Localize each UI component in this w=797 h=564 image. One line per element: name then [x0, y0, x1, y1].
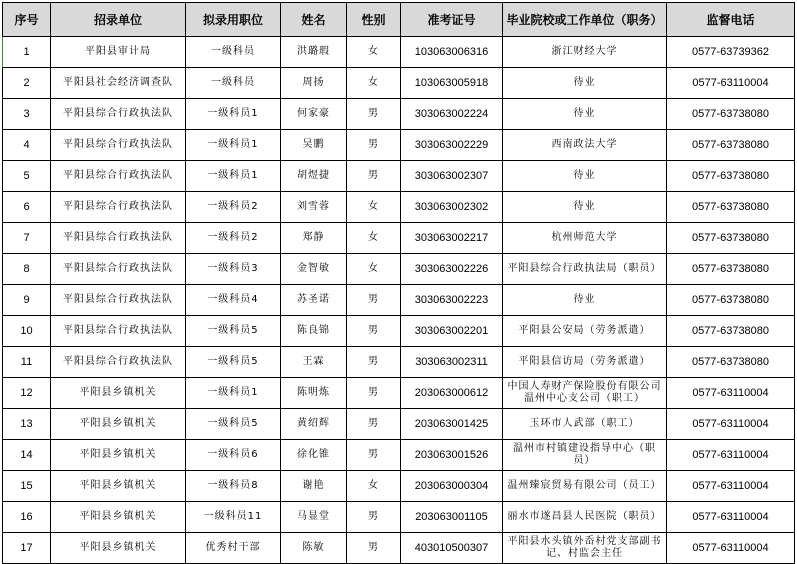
- cell-name: 郑静: [281, 223, 347, 254]
- cell-name: 陈明炼: [281, 378, 347, 409]
- cell-position: 一级科员: [186, 68, 281, 99]
- cell-school-or-employer: 中国人寿财产保险股份有限公司温州中心支公司（职工）: [503, 378, 667, 409]
- cell-unit: 平阳县综合行政执法队: [51, 316, 186, 347]
- cell-school-or-employer: 平阳县公安局（劳务派遣）: [503, 316, 667, 347]
- cell-phone: 0577-63738080: [667, 130, 795, 161]
- cell-index: 8: [3, 254, 51, 285]
- cell-name: 苏圣诺: [281, 285, 347, 316]
- table-row: [3, 533, 795, 564]
- cell-gender: 女: [347, 471, 401, 502]
- cell-gender: 男: [347, 161, 401, 192]
- table-row: [3, 409, 795, 440]
- header-name: 姓名: [281, 3, 347, 37]
- cell-gender: 男: [347, 130, 401, 161]
- cell-unit: 平阳县综合行政执法队: [51, 223, 186, 254]
- cell-position: 一级科员1: [186, 99, 281, 130]
- cell-unit: 平阳县乡镇机关: [51, 533, 186, 564]
- cell-position: 一级科员6: [186, 440, 281, 471]
- header-gender: 性别: [347, 3, 401, 37]
- cell-exam-id: 103063005918: [401, 68, 503, 99]
- cell-index: 7: [3, 223, 51, 254]
- table-row: [3, 502, 795, 533]
- cell-gender: 女: [347, 37, 401, 68]
- cell-position: 一级科员5: [186, 347, 281, 378]
- recruitment-table: [2, 2, 795, 564]
- cell-name: 金智敏: [281, 254, 347, 285]
- table-row: [3, 347, 795, 378]
- table-row: [3, 471, 795, 502]
- cell-school-or-employer: 温州臻宸贸易有限公司（员工）: [503, 471, 667, 502]
- cell-index: 13: [3, 409, 51, 440]
- cell-exam-id: 303063002223: [401, 285, 503, 316]
- cell-unit: 平阳县乡镇机关: [51, 440, 186, 471]
- cell-exam-id: 303063002229: [401, 130, 503, 161]
- cell-unit: 平阳县综合行政执法队: [51, 130, 186, 161]
- cell-phone: 0577-63738080: [667, 316, 795, 347]
- cell-index: 15: [3, 471, 51, 502]
- cell-index: 14: [3, 440, 51, 471]
- cell-index: 12: [3, 378, 51, 409]
- cell-exam-id: 203063000304: [401, 471, 503, 502]
- cell-exam-id: 303063002224: [401, 99, 503, 130]
- cell-school-or-employer: 温州市村镇建设指导中心（职员）: [503, 440, 667, 471]
- cell-unit: 平阳县综合行政执法队: [51, 99, 186, 130]
- cell-position: 一级科员11: [186, 502, 281, 533]
- cell-phone: 0577-63738080: [667, 192, 795, 223]
- cell-unit: 平阳县乡镇机关: [51, 378, 186, 409]
- table-row: [3, 223, 795, 254]
- cell-phone: 0577-63738080: [667, 161, 795, 192]
- cell-unit: 平阳县乡镇机关: [51, 502, 186, 533]
- cell-name: 马显堂: [281, 502, 347, 533]
- cell-phone: 0577-63738080: [667, 254, 795, 285]
- cell-exam-id: 303063002307: [401, 161, 503, 192]
- cell-school-or-employer: 待业: [503, 285, 667, 316]
- cell-phone: 0577-63110004: [667, 471, 795, 502]
- cell-name: 谢艳: [281, 471, 347, 502]
- table-row: [3, 192, 795, 223]
- cell-school-or-employer: 待业: [503, 99, 667, 130]
- cell-gender: 男: [347, 533, 401, 564]
- cell-unit: 平阳县综合行政执法队: [51, 254, 186, 285]
- cell-gender: 男: [347, 285, 401, 316]
- cell-position: 一级科员1: [186, 161, 281, 192]
- cell-name: 徐化锥: [281, 440, 347, 471]
- cell-phone: 0577-63110004: [667, 533, 795, 564]
- cell-school-or-employer: 杭州师范大学: [503, 223, 667, 254]
- cell-unit: 平阳县综合行政执法队: [51, 285, 186, 316]
- cell-gender: 男: [347, 440, 401, 471]
- table-row: [3, 254, 795, 285]
- cell-phone: 0577-63739362: [667, 37, 795, 68]
- cell-school-or-employer: 待业: [503, 192, 667, 223]
- cell-phone: 0577-63110004: [667, 440, 795, 471]
- cell-position: 一级科员2: [186, 223, 281, 254]
- cell-gender: 女: [347, 223, 401, 254]
- cell-index: 3: [3, 99, 51, 130]
- cell-school-or-employer: 西南政法大学: [503, 130, 667, 161]
- cell-exam-id: 303063002217: [401, 223, 503, 254]
- cell-gender: 男: [347, 316, 401, 347]
- cell-exam-id: 303063002201: [401, 316, 503, 347]
- cell-name: 黄绍辉: [281, 409, 347, 440]
- cell-gender: 男: [347, 378, 401, 409]
- cell-position: 一级科员1: [186, 378, 281, 409]
- cell-name: 吴鹏: [281, 130, 347, 161]
- cell-name: 王霖: [281, 347, 347, 378]
- cell-index: 5: [3, 161, 51, 192]
- cell-position: 一级科员5: [186, 409, 281, 440]
- cell-position: 一级科员: [186, 37, 281, 68]
- cell-position: 一级科员2: [186, 192, 281, 223]
- cell-phone: 0577-63738080: [667, 99, 795, 130]
- table-row: [3, 99, 795, 130]
- header-school-or-employer: 毕业院校或工作单位（职务）: [503, 3, 667, 37]
- cell-phone: 0577-63738080: [667, 347, 795, 378]
- cell-gender: 女: [347, 68, 401, 99]
- cell-phone: 0577-63738080: [667, 285, 795, 316]
- cell-name: 胡煜捷: [281, 161, 347, 192]
- table-row: [3, 316, 795, 347]
- cell-exam-id: 203063001425: [401, 409, 503, 440]
- cell-unit: 平阳县乡镇机关: [51, 471, 186, 502]
- cell-exam-id: 303063002302: [401, 192, 503, 223]
- cell-index: 1: [3, 37, 51, 68]
- cell-position: 优秀村干部: [186, 533, 281, 564]
- cell-name: 刘雪蓉: [281, 192, 347, 223]
- table-row: [3, 68, 795, 99]
- cell-school-or-employer: 平阳县水头镇外岙村党支部副书记、村监会主任: [503, 533, 667, 564]
- cell-name: 何家豪: [281, 99, 347, 130]
- cell-unit: 平阳县审计局: [51, 37, 186, 68]
- cell-position: 一级科员1: [186, 130, 281, 161]
- header-unit: 招录单位: [51, 3, 186, 37]
- cell-unit: 平阳县综合行政执法队: [51, 161, 186, 192]
- cell-exam-id: 203063001105: [401, 502, 503, 533]
- cell-gender: 男: [347, 502, 401, 533]
- cell-name: 周扬: [281, 68, 347, 99]
- table-row: [3, 130, 795, 161]
- cell-gender: 男: [347, 347, 401, 378]
- cell-exam-id: 403010500307: [401, 533, 503, 564]
- cell-position: 一级科员3: [186, 254, 281, 285]
- cell-school-or-employer: 玉环市人武部（职工）: [503, 409, 667, 440]
- cell-phone: 0577-63110004: [667, 68, 795, 99]
- cell-index: 16: [3, 502, 51, 533]
- cell-unit: 平阳县社会经济调查队: [51, 68, 186, 99]
- cell-gender: 男: [347, 99, 401, 130]
- cell-school-or-employer: 待业: [503, 68, 667, 99]
- cell-gender: 女: [347, 192, 401, 223]
- header-index: 序号: [3, 3, 51, 37]
- table-row: [3, 161, 795, 192]
- cell-gender: 男: [347, 409, 401, 440]
- cell-name: 陈良锦: [281, 316, 347, 347]
- header-exam-id: 准考证号: [401, 3, 503, 37]
- cell-index: 9: [3, 285, 51, 316]
- header-row: [3, 3, 795, 37]
- table-body: [3, 37, 795, 564]
- cell-position: 一级科员5: [186, 316, 281, 347]
- cell-phone: 0577-63110004: [667, 378, 795, 409]
- header-phone: 监督电话: [667, 3, 795, 37]
- cell-index: 6: [3, 192, 51, 223]
- cell-exam-id: 303063002311: [401, 347, 503, 378]
- cell-phone: 0577-63110004: [667, 502, 795, 533]
- cell-unit: 平阳县乡镇机关: [51, 409, 186, 440]
- cell-gender: 女: [347, 254, 401, 285]
- cell-phone: 0577-63738080: [667, 223, 795, 254]
- cell-name: 陈敏: [281, 533, 347, 564]
- cell-school-or-employer: 丽水市遂昌县人民医院（职员）: [503, 502, 667, 533]
- cell-name: 洪璐瑕: [281, 37, 347, 68]
- cell-unit: 平阳县综合行政执法队: [51, 192, 186, 223]
- cell-exam-id: 303063002226: [401, 254, 503, 285]
- cell-phone: 0577-63110004: [667, 409, 795, 440]
- cell-school-or-employer: 平阳县信访局（劳务派遣）: [503, 347, 667, 378]
- table-row: [3, 37, 795, 68]
- table-row: [3, 378, 795, 409]
- cell-position: 一级科员4: [186, 285, 281, 316]
- cell-index: 4: [3, 130, 51, 161]
- cell-exam-id: 103063006316: [401, 37, 503, 68]
- table-row: [3, 285, 795, 316]
- cell-school-or-employer: 浙江财经大学: [503, 37, 667, 68]
- cell-index: 2: [3, 68, 51, 99]
- cell-exam-id: 203063000612: [401, 378, 503, 409]
- cell-unit: 平阳县综合行政执法队: [51, 347, 186, 378]
- cell-index: 11: [3, 347, 51, 378]
- cell-index: 10: [3, 316, 51, 347]
- cell-index: 17: [3, 533, 51, 564]
- cell-school-or-employer: 平阳县综合行政执法局（职员）: [503, 254, 667, 285]
- table-row: [3, 440, 795, 471]
- header-position: 拟录用职位: [186, 3, 281, 37]
- cell-exam-id: 203063001526: [401, 440, 503, 471]
- cell-position: 一级科员8: [186, 471, 281, 502]
- cell-school-or-employer: 待业: [503, 161, 667, 192]
